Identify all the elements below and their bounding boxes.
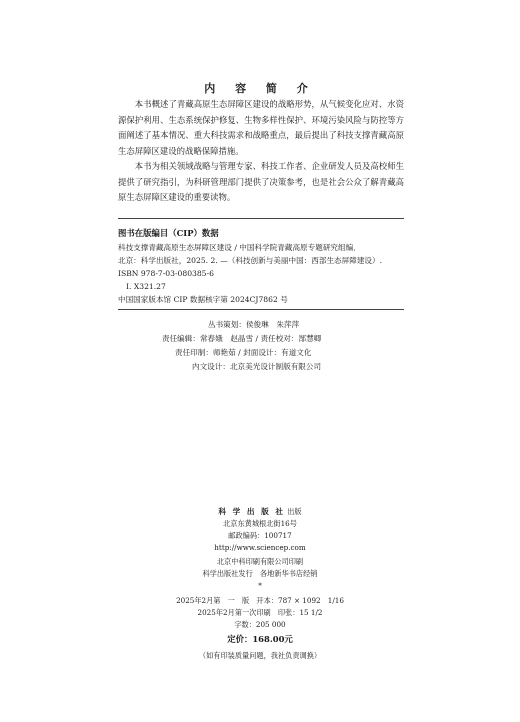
interior-design: 内文设计：北京美光设计制版有限公司 [192, 362, 322, 371]
publisher-address: 北京东黄城根北街16号 [223, 519, 297, 528]
cip-line-2: 北京：科学出版社，2025. 2. —（科技创新与美丽中国：西部生态屏障建设）. [118, 256, 383, 265]
series-planner: 丛书策划：侯俊琳 朱萍萍 [208, 320, 300, 329]
edition-line: 2025年2月第 一 版 开本：787 × 1092 1/16 [176, 596, 344, 605]
cip-line-3: ISBN 978-7-03-080385-6 [118, 269, 214, 278]
cip-line-1: 科技支撑青藏高原生态屏障区建设 / 中国科学院青藏高原专题研究组编． [118, 243, 361, 252]
cip-bottom-rule [118, 309, 404, 310]
distribution-line: 科学出版社发行 各地新华书店经销 [202, 569, 318, 578]
quality-notice: （如有印装质量问题，我社负责调换） [198, 651, 322, 660]
publisher-logo-text: 科 学 出 版 社 [218, 507, 285, 516]
cip-top-rule [118, 218, 404, 219]
summary-title: 内 容 简 介 [204, 82, 316, 95]
publisher-url: http://www.sciencep.com [214, 543, 306, 552]
publisher-postcode: 邮政编码：100717 [228, 531, 292, 540]
cip-line-5: 中国国家版本馆 CIP 数据核字第 2024CJ7862 号 [118, 295, 288, 304]
word-count: 字数：205 000 [234, 620, 286, 629]
cip-line-4: Ⅰ. X321.27 [126, 282, 166, 291]
cip-heading: 图书在版编目（CIP）数据 [118, 228, 219, 238]
printing-and-cover: 责任印制：师艳茹 / 封面设计：有道文化 [175, 348, 312, 357]
responsible-editors: 责任编辑：常春娥 赵晶雪 / 责任校对：郜慧卿 [162, 334, 322, 343]
publisher-name-suffix: 出版 [287, 507, 302, 516]
printer-line: 北京中科印刷有限公司印刷 [216, 557, 304, 566]
publisher-name-line [0, 506, 520, 517]
summary-paragraph-2: 本书为相关领域战略与管理专家、科技工作者、企业研发人员及高校师生提供了研究指引，为科研管理部门提供了决策参考，也是社会公众了解青藏高原生态屏障区建设的重要读物。 [118, 161, 404, 202]
summary-paragraph-1: 本书概述了青藏高原生态屏障区建设的战略形势，从气候变化应对、水资源保护利用、生态系统保护修复、生物多样性保护、环境污染风险与防控等方面阐述了基本情况、重大科技需求和战略重点，最后提出了科技支撑青藏高原生态屏障区建设的战略保障措施。 [118, 99, 404, 156]
separator-star: * [258, 581, 262, 590]
impression-line: 2025年2月第一次印刷 印张：15 1/2 [197, 608, 323, 617]
price: 定价：168.00元 [227, 634, 293, 644]
